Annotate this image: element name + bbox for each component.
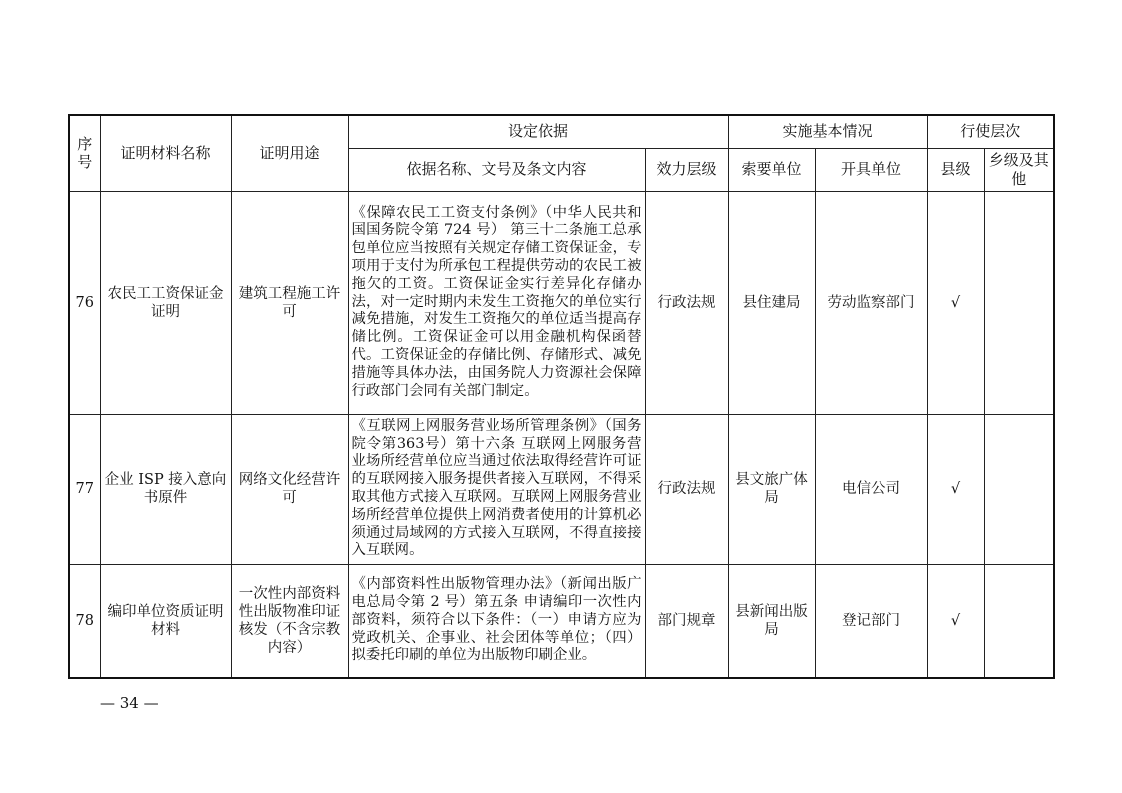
row-seq: 78 bbox=[69, 564, 100, 678]
row-purpose: 网络文化经营许可 bbox=[231, 414, 348, 564]
row-purpose: 一次性内部资料性出版物准印证核发（不含宗教内容） bbox=[231, 564, 348, 678]
row-requesting-unit: 县文旅广体局 bbox=[728, 414, 815, 564]
row-effect-level: 部门规章 bbox=[645, 564, 728, 678]
table-row bbox=[69, 191, 1054, 414]
row-effect-level: 行政法规 bbox=[645, 191, 728, 414]
row-material-name: 农民工工资保证金证明 bbox=[100, 191, 231, 414]
header-material-name: 证明材料名称 bbox=[100, 115, 231, 191]
row-issuing-unit: 电信公司 bbox=[815, 414, 927, 564]
row-material-name: 企业 ISP 接入意向书原件 bbox=[100, 414, 231, 564]
table-row bbox=[69, 414, 1054, 564]
header-impl-group: 实施基本情况 bbox=[728, 115, 927, 148]
header-effect-level: 效力层级 bbox=[645, 148, 728, 191]
row-township bbox=[984, 414, 1054, 564]
header-county: 县级 bbox=[927, 148, 984, 191]
certificate-table bbox=[68, 114, 1055, 679]
row-basis: 《互联网上网服务营业场所管理条例》（国务院令第363号）第十六条 互联网上网服务营业场所经营单位应当通过依法取得经营许可证的互联网接入服务提供者接入互联网，不得采取其他方式接入互联网。互联网上网服务营业场所经营单位提供上网消费者使用的计算机必须通过局域网的方式接入互联网，不得直接接入互联网。 bbox=[348, 414, 645, 564]
row-basis: 《内部资料性出版物管理办法》（新闻出版广电总局令第 2 号）第五条 申请编印一次性内部资料，须符合以下条件：（一）申请方应为党政机关、企事业、社会团体等单位；（四）拟委托印刷的单位为出版物印刷企业。 bbox=[348, 564, 645, 678]
row-seq: 77 bbox=[69, 414, 100, 564]
row-purpose: 建筑工程施工许可 bbox=[231, 191, 348, 414]
row-effect-level: 行政法规 bbox=[645, 414, 728, 564]
header-exercise-group: 行使层次 bbox=[927, 115, 1054, 148]
header-requesting-unit: 索要单位 bbox=[728, 148, 815, 191]
page-number: — 34 — bbox=[100, 694, 159, 712]
header-purpose: 证明用途 bbox=[231, 115, 348, 191]
row-township bbox=[984, 191, 1054, 414]
row-basis: 《保障农民工工资支付条例》（中华人民共和国国务院令第 724 号） 第三十二条施工总承包单位应当按照有关规定存储工资保证金，专项用于支付为所承包工程提供劳动的农民工被拖欠的工资。工资保证金实行差异化存储办法，对一定时期内未发生工资拖欠的单位实行减免措施，对发生工资拖欠的单位适当提高存储比例。工资保证金可以用金融机构保函替代。工资保证金的存储比例、存储形式、减免措施等具体办法，由国务院人力资源社会保障行政部门会同有关部门制定。 bbox=[348, 191, 645, 414]
row-county-check: √ bbox=[927, 564, 984, 678]
header-basis-group: 设定依据 bbox=[348, 115, 728, 148]
table-row bbox=[69, 564, 1054, 678]
header-township: 乡级及其他 bbox=[984, 148, 1054, 191]
header-basis-detail: 依据名称、文号及条文内容 bbox=[348, 148, 645, 191]
row-requesting-unit: 县住建局 bbox=[728, 191, 815, 414]
header-seq: 序号 bbox=[69, 115, 100, 191]
row-seq: 76 bbox=[69, 191, 100, 414]
row-township bbox=[984, 564, 1054, 678]
row-material-name: 编印单位资质证明材料 bbox=[100, 564, 231, 678]
row-requesting-unit: 县新闻出版局 bbox=[728, 564, 815, 678]
header-issuing-unit: 开具单位 bbox=[815, 148, 927, 191]
row-county-check: √ bbox=[927, 414, 984, 564]
row-issuing-unit: 登记部门 bbox=[815, 564, 927, 678]
row-issuing-unit: 劳动监察部门 bbox=[815, 191, 927, 414]
row-county-check: √ bbox=[927, 191, 984, 414]
